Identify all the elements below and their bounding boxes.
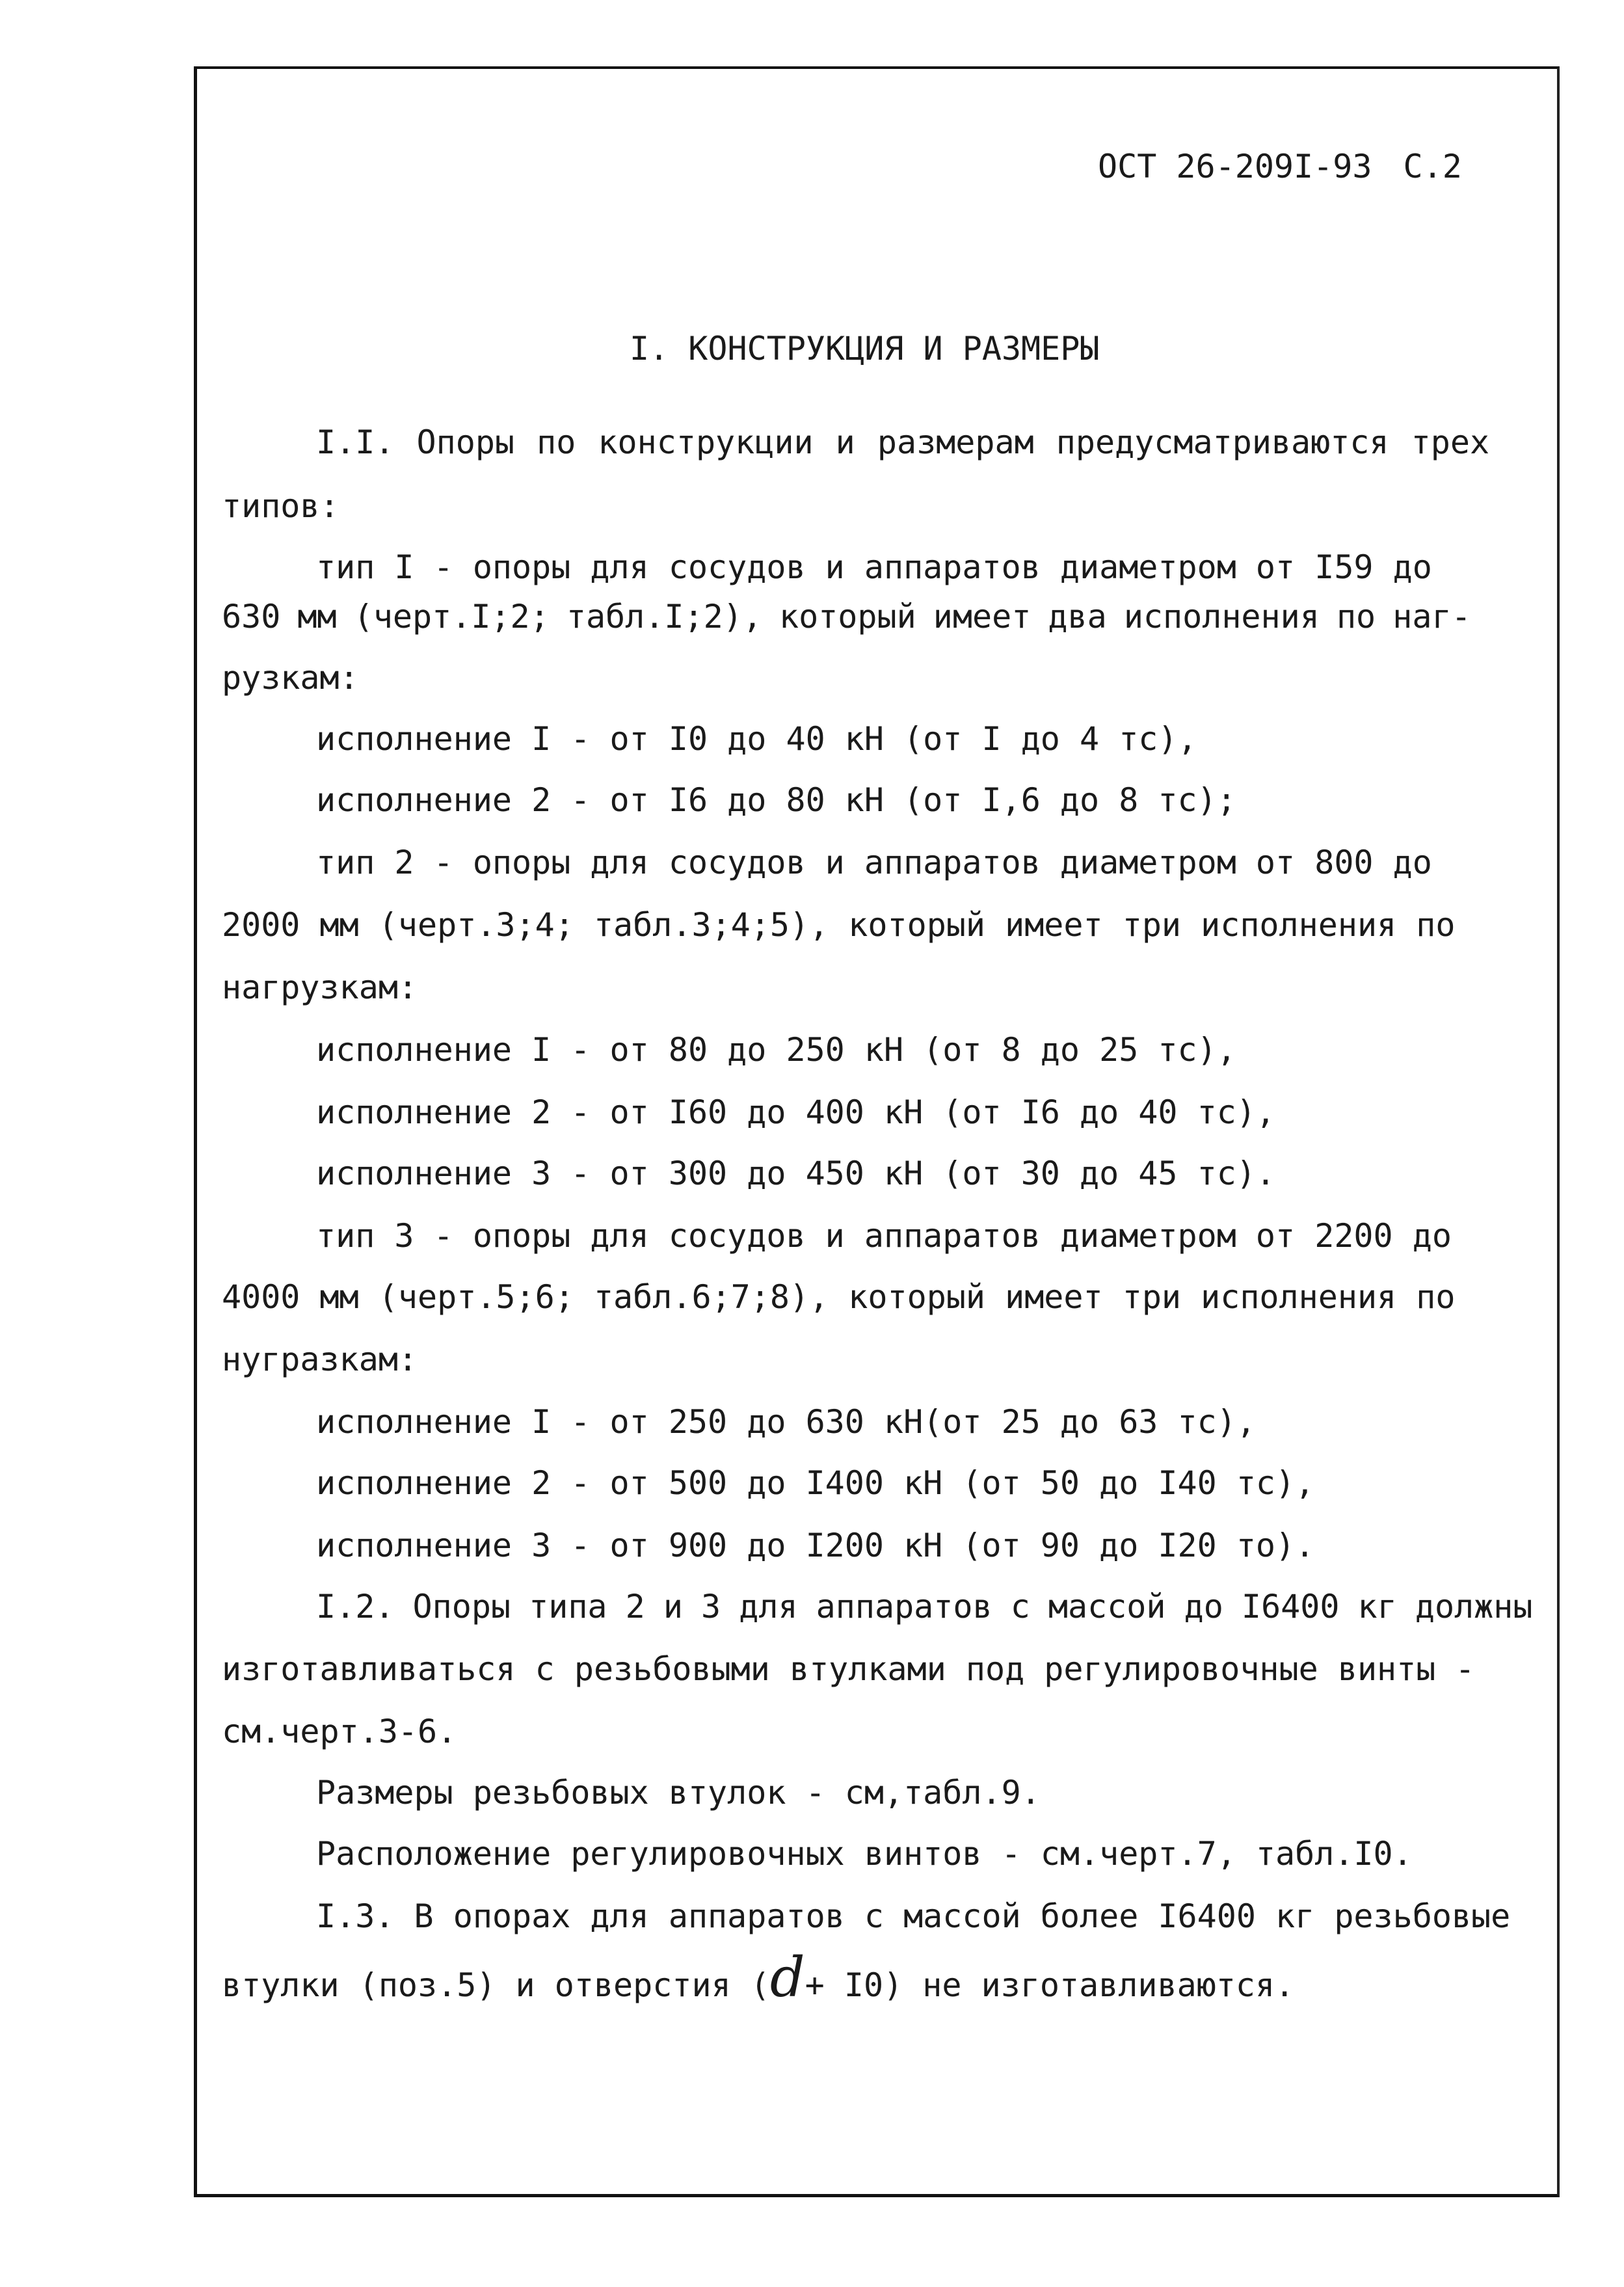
paragraph-line: нугразкам: bbox=[222, 1341, 418, 1378]
paragraph-line: рузкам: bbox=[222, 659, 359, 697]
paragraph-line: тип 3 - опоры для сосудов и аппаратов диаметром от 2200 до bbox=[316, 1217, 1452, 1255]
page-border-frame bbox=[194, 66, 1560, 2197]
document-code: ОСТ 26-209I-93 bbox=[1098, 148, 1372, 185]
paragraph-line: исполнение 2 - от I60 до 400 кН (от I6 до 40 тс), bbox=[316, 1093, 1276, 1131]
paragraph-line: типов: bbox=[222, 487, 339, 525]
paragraph-line: исполнение I - от 250 до 630 кН(от 25 до 63 тс), bbox=[316, 1403, 1256, 1441]
page-number: С.2 bbox=[1403, 148, 1462, 185]
paragraph-line: исполнение I - от I0 до 40 кН (от I до 4 тс), bbox=[316, 720, 1197, 758]
paragraph-line: исполнение 2 - от 500 до I400 кН (от 50 до I40 тс), bbox=[316, 1464, 1315, 1502]
paragraph-line: тип I - опоры для сосудов и аппаратов диаметром от I59 до bbox=[316, 548, 1432, 586]
paragraph-line: Размеры резьбовых втулок - см,табл.9. bbox=[316, 1774, 1041, 1812]
line-text-end: + I0) не изготавливаются. bbox=[805, 1966, 1295, 2004]
document-header bbox=[1098, 147, 1462, 186]
paragraph-line: I.2. Опоры типа 2 и 3 для аппаратов с массой до I6400 кг должны bbox=[316, 1588, 1533, 1625]
paragraph-line: изготавливаться с резьбовыми втулками под регулировочные винты - bbox=[222, 1650, 1475, 1688]
paragraph-line: 630 мм (черт.I;2; табл.I;2), который имеет два исполнения по наг- bbox=[222, 598, 1471, 635]
paragraph-line: 2000 мм (черт.3;4; табл.3;4;5), который имеет три исполнения по bbox=[222, 906, 1456, 944]
line-text-start: втулки (поз.5) и отверстия ( bbox=[222, 1966, 770, 2004]
paragraph-line bbox=[222, 1946, 1295, 2009]
paragraph-line: нагрузкам: bbox=[222, 969, 418, 1006]
paragraph-line: исполнение I - от 80 до 250 кН (от 8 до 25 тс), bbox=[316, 1031, 1236, 1069]
paragraph-line: I.3. В опорах для аппаратов с массой более I6400 кг резьбовые bbox=[316, 1897, 1511, 1935]
paragraph-line: см.черт.3-6. bbox=[222, 1713, 457, 1750]
paragraph-line: исполнение 3 - от 300 до 450 кН (от 30 до 45 тс). bbox=[316, 1155, 1276, 1192]
paragraph-line: исполнение 3 - от 900 до I200 кН (от 90 до I20 то). bbox=[316, 1527, 1315, 1564]
paragraph-line: исполнение 2 - от I6 до 80 кН (от I,6 до 8 тс); bbox=[316, 781, 1236, 819]
paragraph-line: тип 2 - опоры для сосудов и аппаратов диаметром от 800 до bbox=[316, 844, 1432, 881]
paragraph-line: 4000 мм (черт.5;6; табл.6;7;8), который имеет три исполнения по bbox=[222, 1278, 1456, 1316]
paragraph-line: Расположение регулировочных винтов - см.черт.7, табл.I0. bbox=[316, 1835, 1413, 1873]
diameter-symbol: d bbox=[769, 1946, 805, 2009]
section-title: I. КОНСТРУКЦИЯ И РАЗМЕРЫ bbox=[630, 330, 1100, 368]
paragraph-line: I.I. Опоры по конструкции и размерам предусматриваются трех bbox=[316, 423, 1490, 461]
